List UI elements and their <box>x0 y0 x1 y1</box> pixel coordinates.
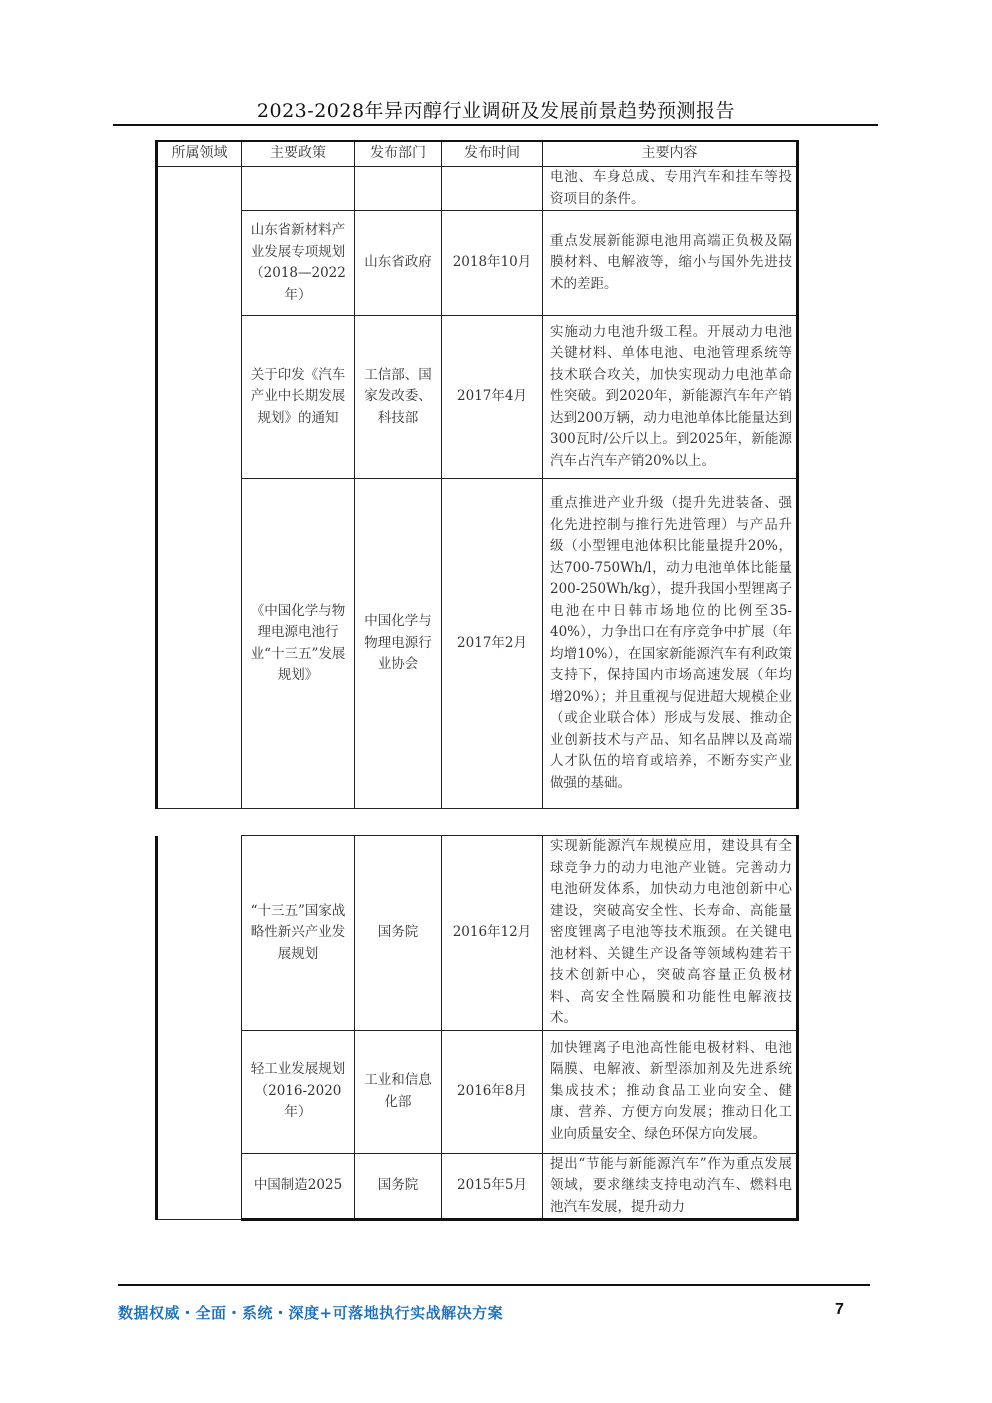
column-header-date: 发布时间 <box>442 141 543 167</box>
table-row <box>157 316 798 479</box>
policy-cell: 轻工业发展规划（2016-2020年） <box>242 1030 355 1153</box>
department-cell: 工业和信息化部 <box>355 1030 442 1153</box>
table-row <box>157 211 798 316</box>
policy-cell: 关于印发《汽车产业中长期发展规划》的通知 <box>242 316 355 479</box>
date-cell: 2017年4月 <box>442 316 543 479</box>
policy-cell: 山东省新材料产业发展专项规划（2018—2022年） <box>242 211 355 316</box>
date-cell: 2018年10月 <box>442 211 543 316</box>
domain-cell <box>157 836 242 1220</box>
table-row <box>157 167 798 211</box>
department-cell <box>355 167 442 211</box>
department-cell: 山东省政府 <box>355 211 442 316</box>
table-header-row <box>157 141 798 167</box>
table-row <box>157 479 798 809</box>
content-cell: 加快锂离子电池高性能电极材料、电池隔膜、电解液、新型添加剂及先进系统集成技术；推动食品工业向安全、健康、营养、方便方向发展；推动日化工业向质量安全、绿色环保方向发展。 <box>543 1030 798 1153</box>
column-header-department: 发布部门 <box>355 141 442 167</box>
policy-cell: 中国制造2025 <box>242 1153 355 1220</box>
date-cell: 2016年8月 <box>442 1030 543 1153</box>
department-cell: 工信部、国家发改委、科技部 <box>355 316 442 479</box>
date-cell: 2016年12月 <box>442 836 543 1031</box>
date-cell: 2017年2月 <box>442 479 543 809</box>
content-cell: 实现新能源汽车规模应用，建设具有全球竞争力的动力电池产业链。完善动力电池研发体系，加快动力电池创新中心建设，突破高安全性、长寿命、高能量密度锂离子电池等技术瓶颈。在关键电池材料、关键生产设备等领域构建若干技术创新中心，突破高容量正负极材料、高安全性隔膜和功能性电解液技术。 <box>543 836 798 1031</box>
date-cell: 2015年5月 <box>442 1153 543 1220</box>
table-row <box>157 836 798 1031</box>
department-cell: 国务院 <box>355 836 442 1031</box>
column-header-content: 主要内容 <box>543 141 798 167</box>
content-cell: 提出“节能与新能源汽车”作为重点发展领域，要求继续支持电动汽车、燃料电池汽车发展，提升动力 <box>543 1153 798 1220</box>
policy-cell: “十三五”国家战略性新兴产业发展规划 <box>242 836 355 1031</box>
footer-divider <box>118 1284 870 1286</box>
column-header-policy: 主要政策 <box>242 141 355 167</box>
department-cell: 国务院 <box>355 1153 442 1220</box>
policy-table <box>155 140 799 809</box>
date-cell <box>442 167 543 211</box>
department-cell: 中国化学与物理电源行业协会 <box>355 479 442 809</box>
table-row <box>157 1153 798 1220</box>
table-row <box>157 1030 798 1153</box>
page-title: 2023-2028年异丙醇行业调研及发展前景趋势预测报告 <box>256 100 736 122</box>
header-divider <box>113 124 878 126</box>
policy-table-continued <box>155 835 799 1221</box>
column-header-domain: 所属领域 <box>157 141 242 167</box>
policy-cell <box>242 167 355 211</box>
footer-slogan: 数据权威・全面・系统・深度+可落地执行实战解决方案 <box>118 1304 504 1322</box>
content-cell: 重点发展新能源电池用高端正负极及隔膜材料、电解液等，缩小与国外先进技术的差距。 <box>543 211 798 316</box>
page-number: 7 <box>835 1301 844 1318</box>
domain-cell <box>157 167 242 809</box>
policy-cell: 《中国化学与物理电源电池行业“十三五”发展规划》 <box>242 479 355 809</box>
content-cell: 实施动力电池升级工程。开展动力电池关键材料、单体电池、电池管理系统等技术联合攻关，加快实现动力电池革命性突破。到2020年，新能源汽车年产销达到200万辆，动力电池单体比能量达到300瓦时/公斤以上。到2025年，新能源汽车占汽车产销20%以上。 <box>543 316 798 479</box>
content-cell: 电池、车身总成、专用汽车和挂车等投资项目的条件。 <box>543 167 798 211</box>
content-cell: 重点推进产业升级（提升先进装备、强化先进控制与推行先进管理）与产品升级（小型锂电池体积比能量提升20%，达700-750Wh/l，动力电池单体比能量200-250Wh/kg），提升我国小型锂离子电池在中日韩市场地位的比例至35-40%），力争出口在有序竞争中扩展（年均增10%），在国家新能源汽车有利政策支持下，保持国内市场高速发展（年均增20%）；并且重视与促进超大规模企业（或企业联合体）形成与发展、推动企业创新技术与产品、知名品牌以及高端人才队伍的培育或培养，不断夯实产业做强的基础。 <box>543 479 798 809</box>
